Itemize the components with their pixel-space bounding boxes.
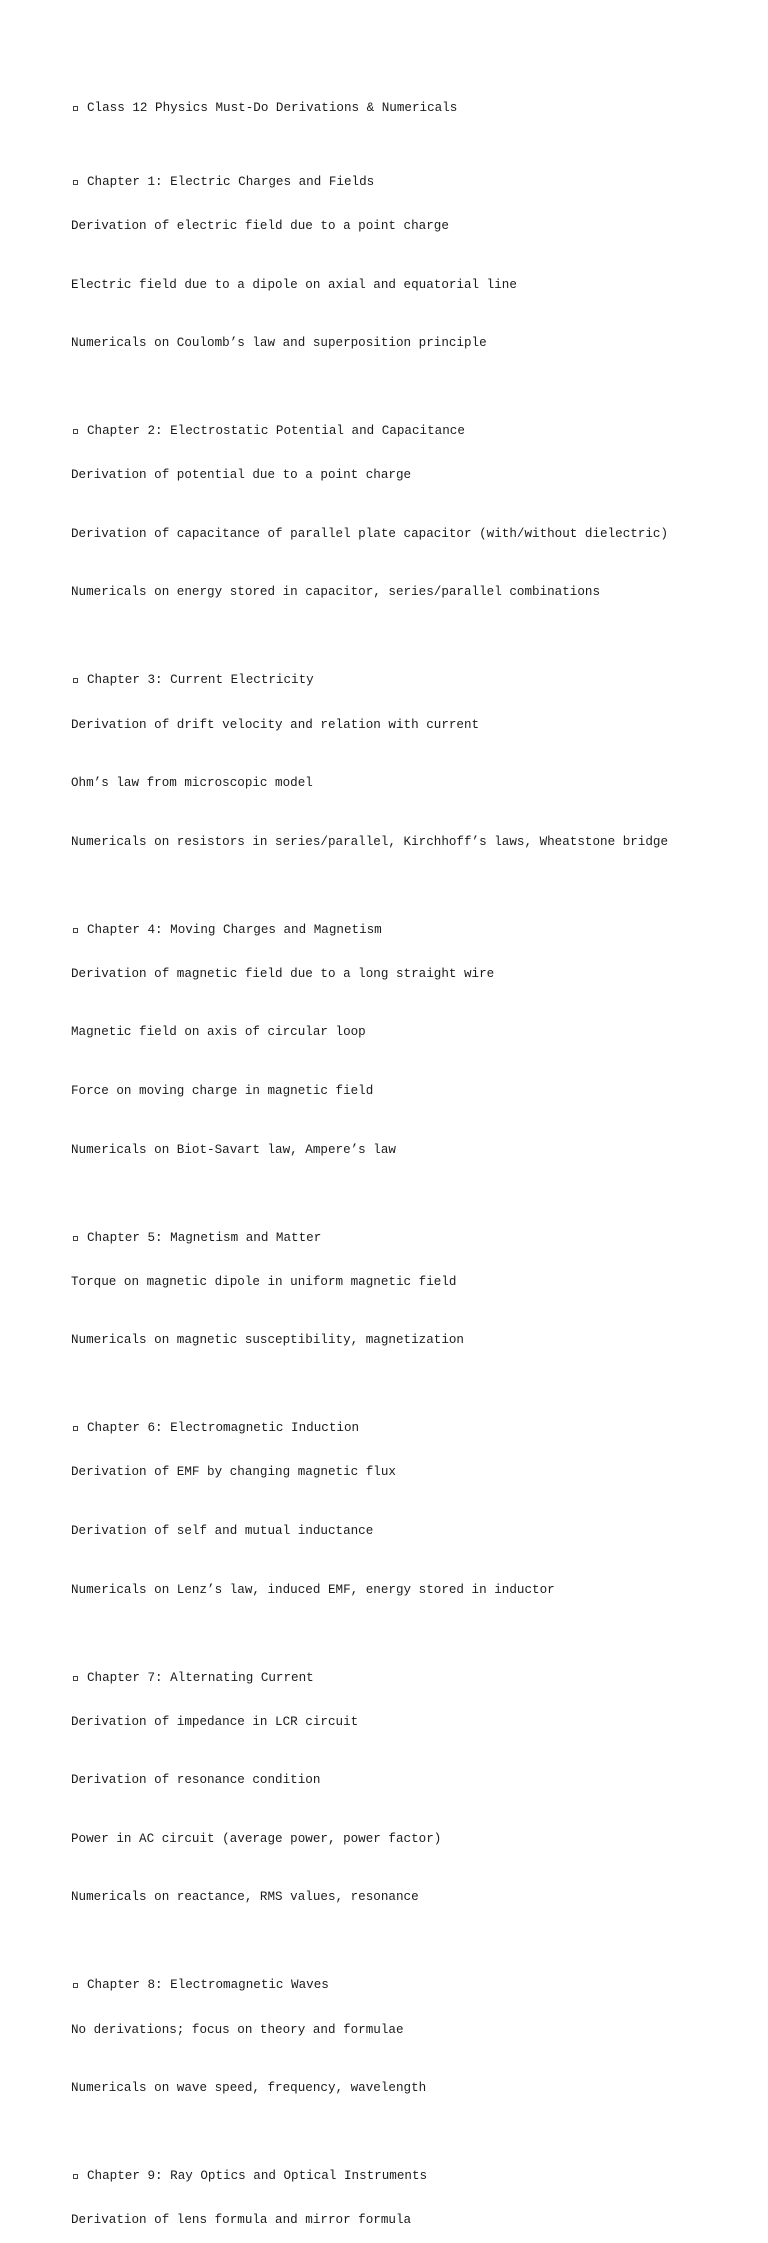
list-item: Numericals on energy stored in capacitor, series/parallel combinations [71,585,601,600]
chapter-heading: Chapter 2: Electrostatic Potential and Capacitance [87,424,465,439]
checkbox-bullet-icon [73,1983,78,1988]
list-item: Derivation of lens formula and mirror formula [71,2213,412,2228]
chapter-heading-line [71,923,751,938]
list-item: Numericals on Coulomb’s law and superposition principle [71,336,487,351]
chapter-heading: Chapter 6: Electromagnetic Induction [87,1421,360,1436]
chapter-heading: Chapter 7: Alternating Current [87,1670,314,1685]
checkbox-bullet-icon [73,106,78,111]
list-item: Numericals on wave speed, frequency, wavelength [71,2081,427,2096]
checkbox-bullet-icon [73,180,78,185]
list-item: Numericals on resistors in series/parallel, Kirchhoff’s laws, Wheatstone bridge [71,834,669,849]
document-title-line [71,101,751,116]
list-item: Derivation of self and mutual inductance [71,1524,374,1538]
chapter-heading-line [71,1671,751,1686]
checkbox-bullet-icon [73,429,78,434]
chapter-heading-line [71,175,751,190]
list-item: Derivation of resonance condition [71,1773,321,1788]
chapter-heading: Chapter 5: Magnetism and Matter [87,1230,322,1245]
list-item: Numericals on reactance, RMS values, resonance [71,1890,419,1905]
chapter-heading: Chapter 8: Electromagnetic Waves [87,1978,329,1993]
list-item: Numericals on magnetic susceptibility, magnetization [71,1333,464,1348]
checkbox-bullet-icon [73,678,78,683]
list-item: Derivation of potential due to a point charge [71,468,412,483]
document-page [71,72,751,2243]
document-title: Class 12 Physics Must-Do Derivations & Numericals [87,101,458,116]
list-item: Force on moving charge in magnetic field [71,1084,374,1099]
chapter-heading-line [71,1978,751,1993]
list-item: Derivation of electric field due to a point charge [71,219,449,233]
list-item: Derivation of capacitance of parallel plate capacitor (with/without dielectric) [71,526,669,541]
list-item: Derivation of magnetic field due to a long straight wire [71,966,495,981]
list-item: Electric field due to a dipole on axial and equatorial line [71,277,517,292]
chapter-heading-line [71,424,751,439]
chapter-heading-line [71,673,751,688]
list-item: Magnetic field on axis of circular loop [71,1025,366,1040]
chapter-heading: Chapter 3: Current Electricity [87,673,314,688]
checkbox-bullet-icon [73,1236,78,1241]
chapter-heading: Chapter 9: Ray Optics and Optical Instruments [87,2169,428,2184]
list-item: Derivation of drift velocity and relation with current [71,717,480,732]
checkbox-bullet-icon [73,928,78,933]
chapter-heading: Chapter 4: Moving Charges and Magnetism [87,922,382,937]
chapter-heading: Chapter 1: Electric Charges and Fields [87,174,375,189]
list-item: Derivation of impedance in LCR circuit [71,1714,359,1729]
list-item: Power in AC circuit (average power, power factor) [71,1831,442,1846]
list-item: Numericals on Biot-Savart law, Ampere’s law [71,1142,396,1157]
list-item: Ohm’s law from microscopic model [71,776,313,791]
checkbox-bullet-icon [73,2174,78,2179]
list-item: No derivations; focus on theory and formulae [71,2022,404,2037]
list-item: Torque on magnetic dipole in uniform magnetic field [71,1274,457,1289]
checkbox-bullet-icon [73,1676,78,1681]
list-item: Numericals on Lenz’s law, induced EMF, energy stored in inductor [71,1582,555,1597]
chapter-heading-line [71,1421,751,1436]
chapter-heading-line [71,1231,751,1246]
list-item: Derivation of EMF by changing magnetic flux [71,1465,396,1480]
checkbox-bullet-icon [73,1426,78,1431]
chapter-heading-line [71,2169,751,2184]
